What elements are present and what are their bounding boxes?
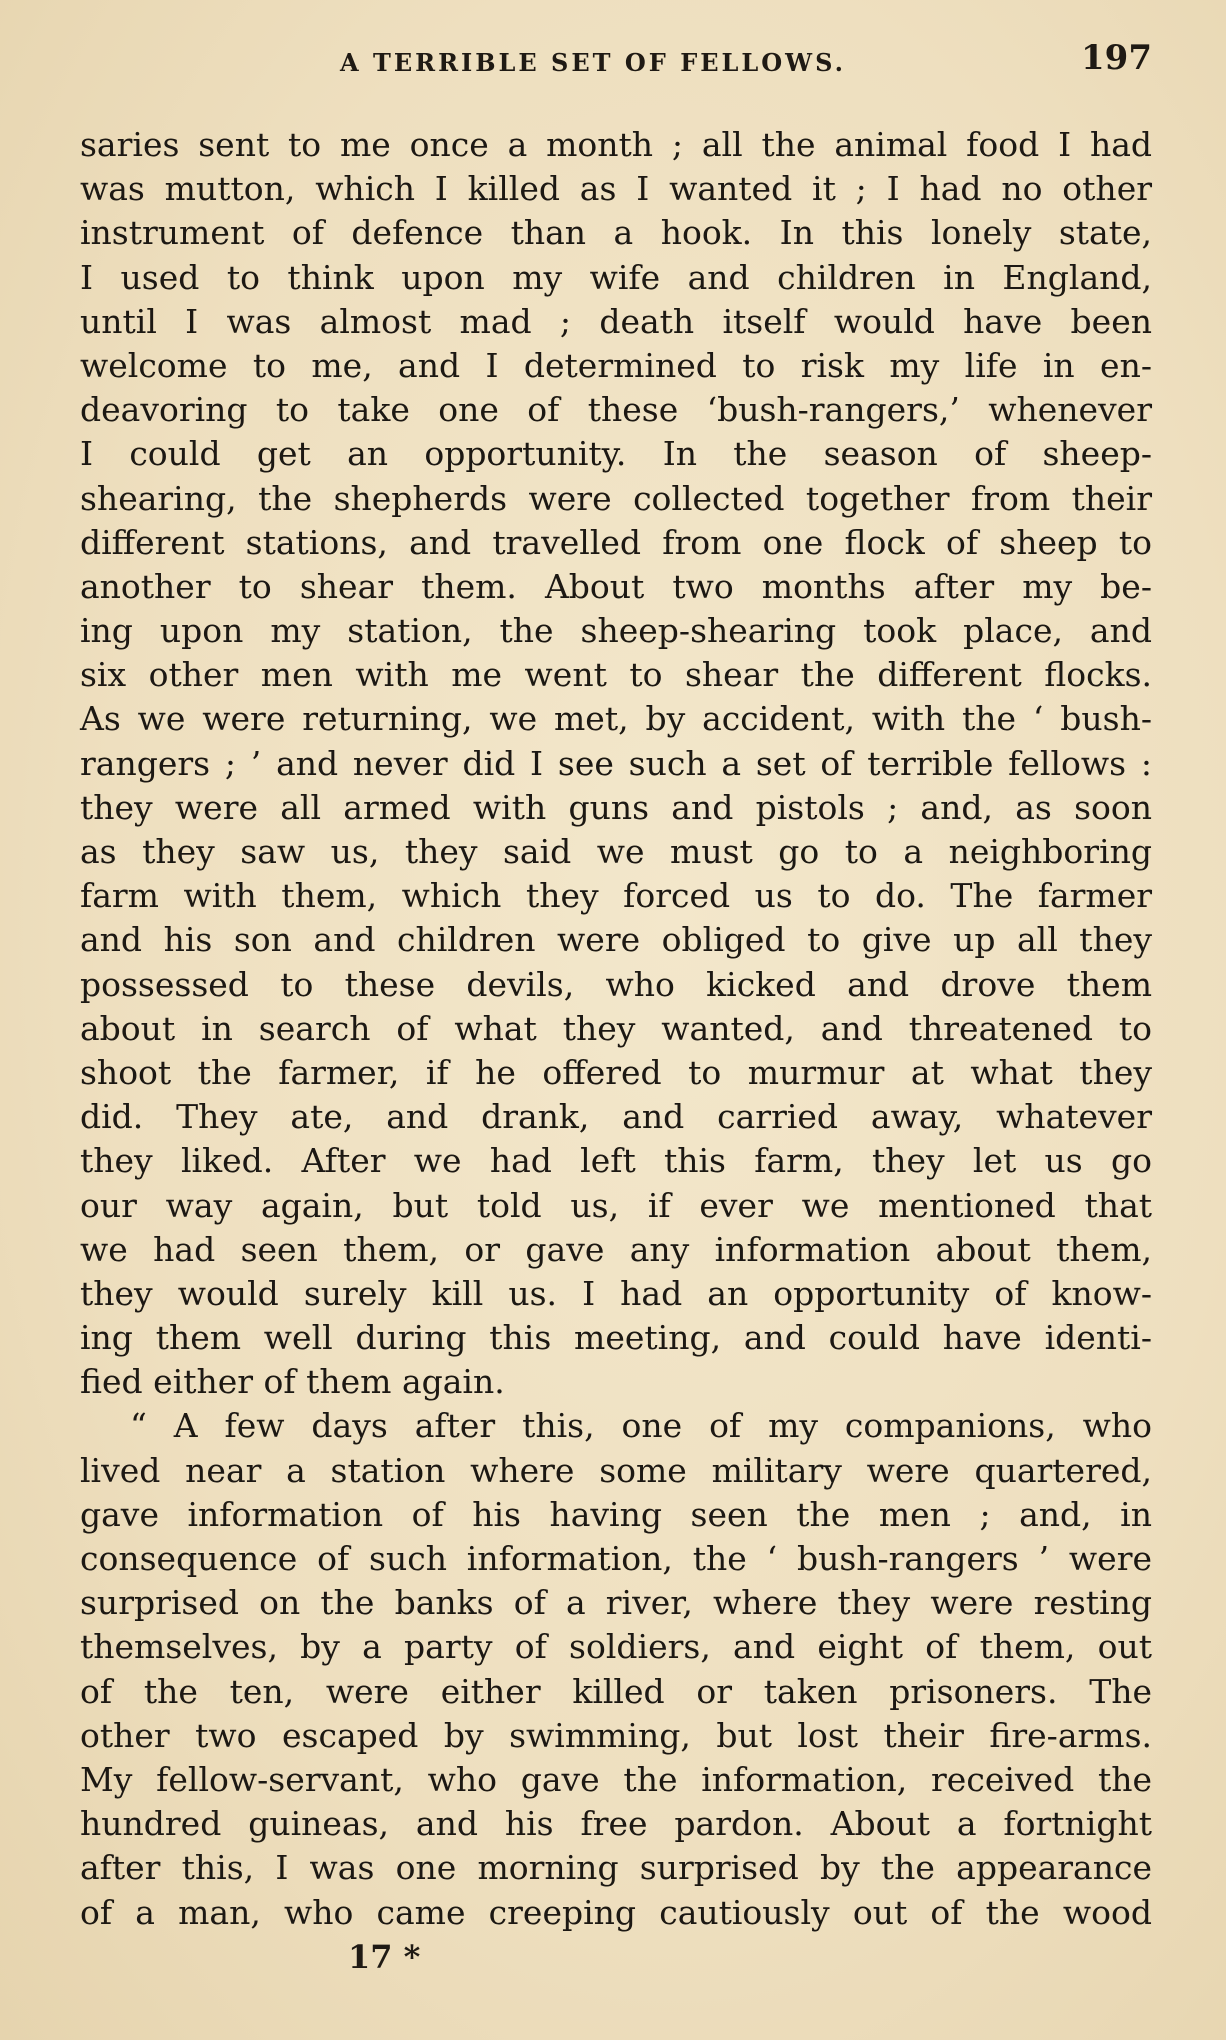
page-number: 197	[1081, 38, 1152, 78]
text-line: we had seen them, or gave any information about them,	[80, 1229, 1152, 1269]
text-line: they liked. After we had left this farm, they let us go	[80, 1141, 1152, 1181]
text-line: about in search of what they wanted, and threatened to	[80, 1008, 1152, 1048]
text-line: shoot the farmer, if he offered to murmur at what they	[80, 1052, 1152, 1092]
text-line: farm with them, which they forced us to do. The farmer	[80, 876, 1152, 916]
text-line: gave information of his having seen the men ; and, in	[80, 1494, 1152, 1534]
text-line: consequence of such information, the ‘ bush-rangers ’ were	[80, 1539, 1152, 1578]
text-line: of the ten, were either killed or taken prisoners. The	[80, 1671, 1152, 1711]
text-line: As we were returning, we met, by accident, with the ‘ bush-	[80, 699, 1152, 739]
text-line: “ A few days after this, one of my companions, who	[130, 1406, 1152, 1446]
text-line: after this, I was one morning surprised by the appearance	[80, 1848, 1152, 1888]
text-line: until I was almost mad ; death itself would have been	[80, 301, 1152, 341]
body-text	[80, 123, 1152, 1935]
text-line: welcome to me, and I determined to risk my life in en-	[80, 345, 1152, 385]
text-line: and his son and children were obliged to give up all they	[80, 920, 1152, 960]
text-line: I could get an opportunity. In the season of sheep-	[80, 434, 1152, 474]
text-line: shearing, the shepherds were collected together from their	[80, 478, 1152, 518]
text-line: different stations, and travelled from one flock of sheep to	[80, 522, 1152, 562]
text-line: they were all armed with guns and pistols ; and, as soon	[80, 787, 1152, 827]
text-line: did. They ate, and drank, and carried away, whatever	[80, 1097, 1152, 1137]
text-line: ing upon my station, the sheep-shearing took place, and	[80, 611, 1152, 651]
text-line: I used to think upon my wife and children in England,	[80, 257, 1152, 297]
text-line: hundred guineas, and his free pardon. About a fortnight	[80, 1804, 1152, 1844]
text-line: six other men with me went to shear the different flocks.	[80, 655, 1152, 695]
page-header	[80, 38, 1152, 78]
text-line: ing them well during this meeting, and could have identi-	[80, 1318, 1152, 1358]
text-line: deavoring to take one of these ‘bush-rangers,’ whenever	[80, 390, 1152, 430]
running-head: A TERRIBLE SET OF FELLOWS.	[340, 48, 846, 77]
text-line: was mutton, which I killed as I wanted it ; I had no other	[80, 169, 1152, 209]
text-line: themselves, by a party of soldiers, and eight of them, out	[80, 1627, 1152, 1667]
text-line: of a man, who came creeping cautiously out of the wood	[80, 1892, 1152, 1932]
text-line: My fellow-servant, who gave the information, received the	[80, 1759, 1152, 1799]
text-line: surprised on the banks of a river, where they were resting	[80, 1583, 1152, 1623]
text-line: rangers ; ’ and never did I see such a set of terrible fellows :	[80, 743, 1152, 783]
text-line: they would surely kill us. I had an opportunity of know-	[80, 1273, 1152, 1313]
text-line: other two escaped by swimming, but lost their fire-arms.	[80, 1715, 1152, 1755]
text-line: possessed to these devils, who kicked and drove them	[80, 964, 1152, 1004]
text-line: lived near a station where some military were quartered,	[80, 1450, 1152, 1490]
text-line: our way again, but told us, if ever we mentioned that	[80, 1185, 1152, 1225]
text-line: instrument of defence than a hook. In this lonely state,	[80, 213, 1152, 253]
signature-mark: 17 *	[348, 1938, 421, 1976]
text-line: as they saw us, they said we must go to a neighboring	[80, 832, 1152, 871]
text-line: another to shear them. About two months after my be-	[80, 566, 1152, 606]
text-line: fied either of them again.	[80, 1362, 505, 1402]
text-line: saries sent to me once a month ; all the animal food I had	[80, 125, 1152, 164]
